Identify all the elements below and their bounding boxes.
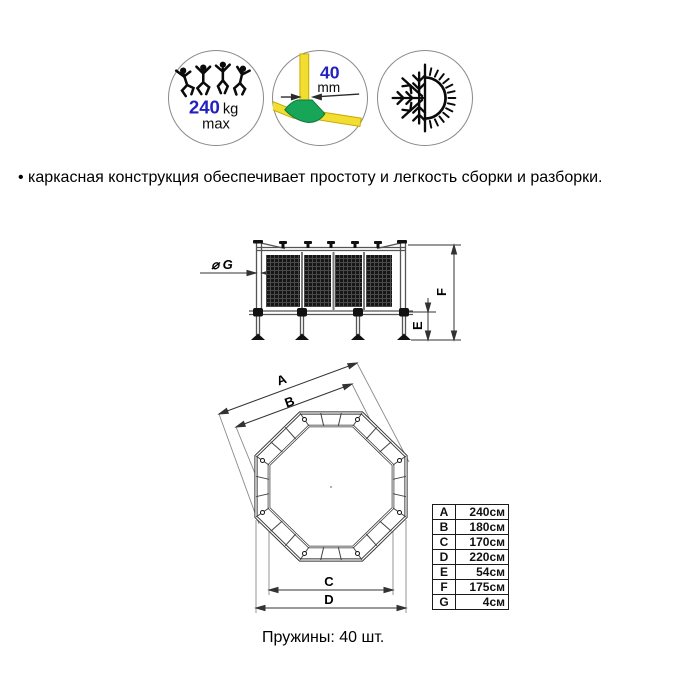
snowflake-half <box>393 73 425 124</box>
table-row <box>433 550 509 565</box>
dim-value: 4см <box>456 595 509 610</box>
table-row <box>433 535 509 550</box>
jumping-people-figures <box>169 51 263 145</box>
frame-joints <box>251 308 411 340</box>
dim-key: G <box>433 595 456 610</box>
tube-size-value: 40 <box>319 62 340 83</box>
dim-value: 170см <box>456 535 509 550</box>
dim-key: C <box>433 535 456 550</box>
table-row <box>433 580 509 595</box>
dim-key: F <box>433 580 456 595</box>
dim-value: 220см <box>456 550 509 565</box>
tube-size-unit: mm <box>317 80 341 96</box>
dim-label-f: F <box>434 288 449 296</box>
dim-value: 180см <box>456 520 509 535</box>
snowflake-sun-figure <box>378 51 472 145</box>
feature-icons-row <box>0 0 700 150</box>
dim-key: D <box>433 550 456 565</box>
tube-diameter-icon <box>272 50 368 146</box>
dim-key: A <box>433 505 456 520</box>
dim-label-d: D <box>324 592 334 607</box>
dimension-e <box>409 298 436 340</box>
dim-value: 240см <box>456 505 509 520</box>
spring-count-note: Пружины: 40 шт. <box>262 629 385 646</box>
safety-net-panel <box>335 255 362 307</box>
safety-net-panel <box>266 255 300 307</box>
green-joint <box>285 100 325 123</box>
all-weather-icon <box>377 50 473 146</box>
octagon-frame <box>256 413 406 560</box>
safety-net-panel <box>304 255 331 307</box>
dim-label-c: C <box>324 574 334 589</box>
dim-label-a: A <box>274 371 289 389</box>
top-view-diagram <box>195 358 430 624</box>
table-row <box>433 565 509 580</box>
dim-label-e: E <box>410 321 425 330</box>
max-load-value: 240 <box>188 96 220 118</box>
sun-half <box>425 68 455 127</box>
table-row <box>433 595 509 610</box>
dim-value: 54см <box>456 565 509 580</box>
table-row <box>433 520 509 535</box>
table-row <box>433 505 509 520</box>
max-load-unit: kg <box>222 101 239 118</box>
feature-text: • каркасная конструкция обеспечивает простоту и легкость сборки и разборки. <box>18 169 603 186</box>
max-load-icon <box>168 50 264 146</box>
dim-label-g: ⌀ G <box>211 257 233 272</box>
safety-net-panel <box>366 255 392 307</box>
tube-joint-figure <box>273 51 367 145</box>
dim-value: 175см <box>456 580 509 595</box>
dimensions-table <box>432 504 509 610</box>
dim-label-b: B <box>282 393 297 411</box>
dim-key: B <box>433 520 456 535</box>
max-load-note: max <box>202 116 230 133</box>
dim-key: E <box>433 565 456 580</box>
